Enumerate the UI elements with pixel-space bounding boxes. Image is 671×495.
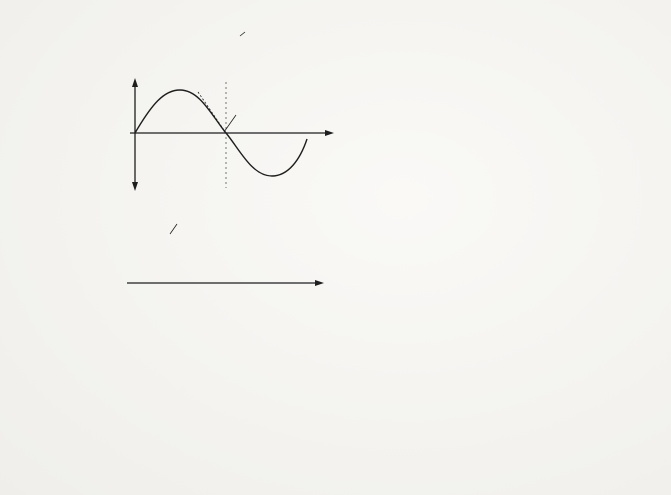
- velocity-axis-arrow-up: [132, 78, 138, 87]
- velocity-axis-arrow-down: [132, 182, 138, 191]
- figure-drawing: [100, 20, 360, 440]
- figure-6: [100, 20, 360, 440]
- air-layers-leader: [170, 224, 177, 234]
- time-axis-arrow: [325, 130, 334, 136]
- propagation-arrow-head: [315, 280, 324, 286]
- pen-mark: [240, 32, 245, 36]
